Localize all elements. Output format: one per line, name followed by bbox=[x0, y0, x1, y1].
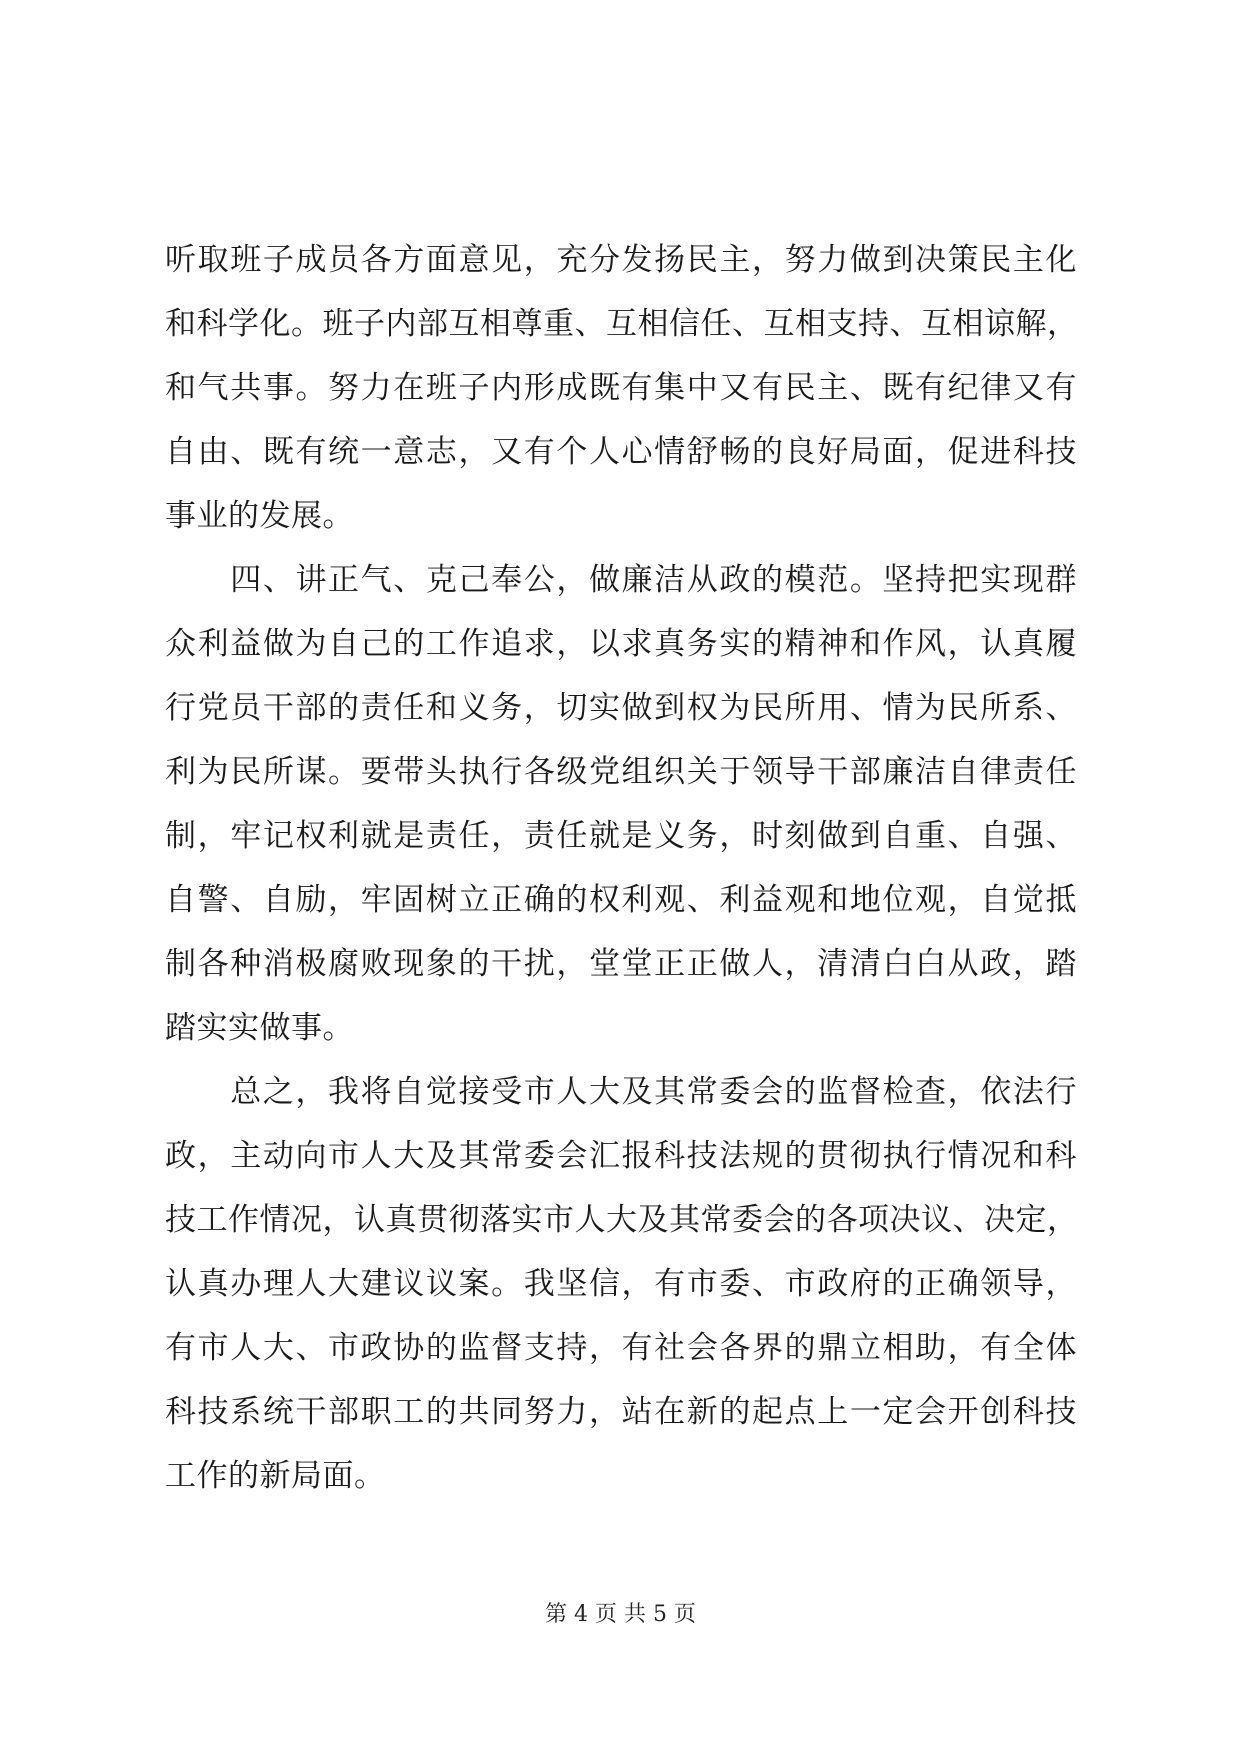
text-line: 众利益做为自己的工作追求，以求真务实的精神和作风，认真履 bbox=[165, 626, 1077, 662]
text-line: 利为民所谋。要带头执行各级党组织关于领导干部廉洁自律责任 bbox=[165, 754, 1077, 790]
text-line: 事业的发展。 bbox=[165, 498, 354, 534]
text-line: 听取班子成员各方面意见，充分发扬民主，努力做到决策民主化 bbox=[165, 242, 1077, 278]
text-line: 制各种消极腐败现象的干扰，堂堂正正做人，清清白白从政，踏 bbox=[165, 946, 1077, 982]
text-line: 有市人大、市政协的监督支持，有社会各界的鼎立相助，有全体 bbox=[165, 1330, 1077, 1366]
text-line: 技工作情况，认真贯彻落实市人大及其常委会的各项决议、决定， bbox=[165, 1202, 1079, 1238]
text-line: 和气共事。努力在班子内形成既有集中又有民主、既有纪律又有 bbox=[165, 370, 1077, 406]
text-line: 认真办理人大建议议案。我坚信，有市委、市政府的正确领导， bbox=[165, 1266, 1077, 1302]
text-line: 制，牢记权利就是责任，责任就是义务，时刻做到自重、自强、 bbox=[165, 818, 1077, 854]
document-body bbox=[165, 228, 1077, 1508]
text-line: 科技系统干部职工的共同努力，站在新的起点上一定会开创科技 bbox=[165, 1394, 1077, 1430]
page-footer: 第 4 页 共 5 页 bbox=[545, 1602, 696, 1627]
text-line: 和科学化。班子内部互相尊重、互相信任、互相支持、互相谅解， bbox=[165, 306, 1079, 342]
text-line: 政，主动向市人大及其常委会汇报科技法规的贯彻执行情况和科 bbox=[165, 1138, 1077, 1174]
text-line: 四、讲正气、克己奉公，做廉洁从政的模范。坚持把实现群 bbox=[165, 562, 1077, 598]
text-line: 自警、自励，牢固树立正确的权利观、利益观和地位观，自觉抵 bbox=[165, 882, 1077, 918]
text-line: 踏实实做事。 bbox=[165, 1010, 354, 1046]
text-line: 工作的新局面。 bbox=[165, 1458, 386, 1494]
text-line: 行党员干部的责任和义务，切实做到权为民所用、情为民所系、 bbox=[165, 690, 1077, 726]
text-line: 总之，我将自觉接受市人大及其常委会的监督检查，依法行 bbox=[165, 1074, 1077, 1110]
text-line: 自由、既有统一意志，又有个人心情舒畅的良好局面，促进科技 bbox=[165, 434, 1077, 470]
